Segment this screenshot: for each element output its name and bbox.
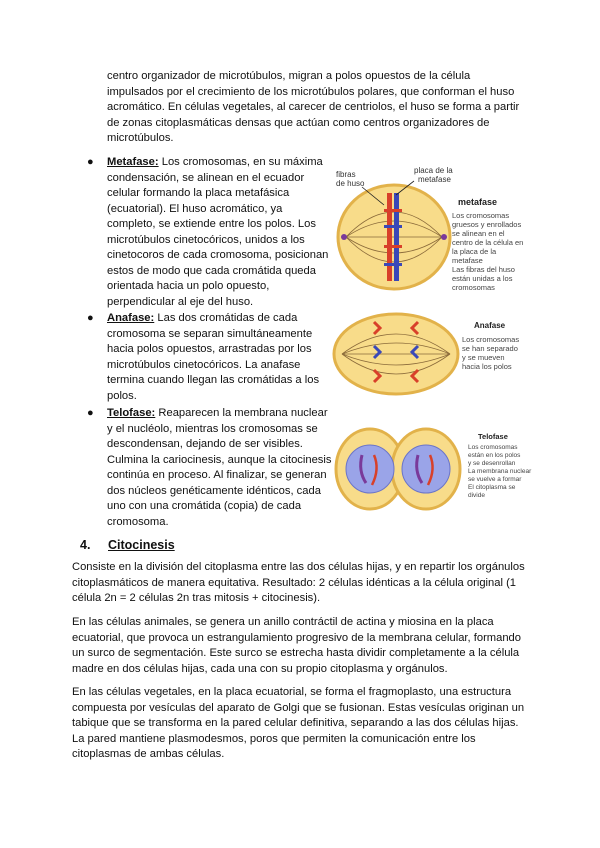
metafase-caption-7: Las fibras del huso bbox=[452, 265, 515, 274]
telofase-figure bbox=[332, 425, 532, 525]
metafase-caption-9: cromosomas bbox=[452, 283, 495, 292]
bullet-dot: ● bbox=[87, 312, 94, 324]
bullet-dot: ● bbox=[87, 407, 94, 419]
metafase-caption-5: la placa de la bbox=[452, 247, 497, 256]
paragraph-animal-cells: En las células animales, se genera un anillo contráctil de actina y miosina en la placa ecuatorial, que provoca un estrangulamiento progresivo de la membrana celular, formando un surco de segmentación. Este surco se estrecha hasta dividir completamente a la célula madre en dos células hijas, cada una con su propio citoplasma y orgánulos. bbox=[72, 616, 522, 675]
anafase-figure bbox=[332, 310, 532, 405]
telofase-caption-4: La membrana nuclear bbox=[468, 468, 532, 475]
text-telofase: Reaparecen la membrana nuclear y el nucléolo, mientras los cromosomas se descondensan, dejando de ser visibles. Culmina la cariocinesis, aunque la citocinesis continúa en proceso. Al finalizar, se generan dos núcleos genéticamente idénticos, cada uno con una cromátida (copia) de cada cromosoma. bbox=[107, 407, 332, 528]
telofase-caption-2: están en los polos bbox=[468, 452, 521, 459]
bullet-dot: ● bbox=[87, 156, 94, 168]
anafase-title: Anafase bbox=[474, 321, 506, 330]
paragraph-citocinesis-def: Consiste en la división del citoplasma entre las dos células hijas, y en repartir los orgánulos citoplasmáticos de manera equitativa. Resultado: 2 células idénticas a la célula original (1 célula 2n = 2 células 2n tras mitosis + citocinesis). bbox=[72, 561, 525, 604]
term-anafase: Anafase: bbox=[107, 312, 155, 324]
telofase-title: Telofase bbox=[478, 432, 508, 441]
term-telofase: Telofase: bbox=[107, 407, 156, 419]
metafase-title: metafase bbox=[458, 197, 498, 207]
telofase-caption-3: y se desenrollan bbox=[468, 460, 516, 467]
bullet-anafase bbox=[87, 311, 332, 404]
metafase-caption-1: Los cromosomas bbox=[452, 211, 510, 220]
telofase-cells bbox=[336, 429, 460, 509]
metafase-caption-6: metafase bbox=[452, 256, 483, 265]
anafase-caption-2: se han separado bbox=[462, 344, 518, 353]
paragraph-plant-cells: En las células vegetales, en la placa ecuatorial, se forma el fragmoplasto, una estructura compuesta por vesículas del aparato de Golgi que se fusionan. Estas vesículas originan un tabique que se transforma en la pared celular definitiva, separando a las dos células hijas. La pared mantiene plasmodesmos, poros que permiten la comunicación entre los citoplasmas de ambas células. bbox=[72, 686, 525, 760]
anafase-caption-4: hacia los polos bbox=[462, 362, 512, 371]
section-number: 4. bbox=[80, 538, 91, 552]
intro-paragraph: centro organizador de microtúbulos, migran a polos opuestos de la célula impulsados por el crecimiento de los microtúbulos polares, que conforman el huso acromático. En células vegetales, al carecer de centriolos, el huso se forma a partir de zonas citoplasmáticas densas que actúan como centros organizadores de microtúbulos. bbox=[107, 70, 520, 144]
term-metafase: Metafase: bbox=[107, 156, 159, 168]
telofase-caption-7: divide bbox=[468, 492, 485, 499]
metafase-caption-2: gruesos y enrollados bbox=[452, 220, 522, 229]
text-anafase: Las dos cromátidas de cada cromosoma se separan simultáneamente hacia polos opuestos, arrastradas por los microtúbulos cinetocóricos. La anafase termina cuando llegan las cromátidas a los polos. bbox=[107, 312, 320, 402]
telofase-caption-1: Los cromosomas bbox=[468, 444, 518, 451]
bullet-metafase bbox=[87, 155, 332, 310]
section-heading bbox=[80, 538, 175, 554]
label-fibras-1: fibras bbox=[336, 170, 356, 179]
telofase-caption-6: El citoplasma se bbox=[468, 484, 516, 491]
anafase-caption-3: y se mueven bbox=[462, 353, 505, 362]
label-fibras-2: de huso bbox=[336, 179, 365, 188]
metafase-figure bbox=[332, 165, 532, 305]
text-metafase: Los cromosomas, en su máxima condensación, se alinean en el ecuador celular formando la placa metafásica (ecuatorial). El huso acromático, ya completo, se extiende entre los polos. Los microtúbulos cinetocóricos, unidos a los cinetocoros de cada cromosoma, posicionan estos de modo que cada cromátida queda orientada hacia un polo opuesto, perpendicular al eje del huso. bbox=[107, 156, 329, 308]
metafase-caption-3: se alinean en el bbox=[452, 229, 505, 238]
label-placa-1: placa de la bbox=[414, 166, 453, 175]
metafase-caption-4: centro de la célula en bbox=[452, 238, 524, 247]
bullet-telofase bbox=[87, 406, 332, 530]
metafase-cell bbox=[338, 185, 450, 289]
section-title: Citocinesis bbox=[108, 538, 175, 552]
label-placa-2: metafase bbox=[418, 175, 451, 184]
telofase-caption-5: se vuelve a formar bbox=[468, 476, 522, 483]
anafase-caption-1: Los cromosomas bbox=[462, 335, 520, 344]
metafase-caption-8: están unidas a los bbox=[452, 274, 513, 283]
anafase-cell bbox=[334, 314, 458, 394]
